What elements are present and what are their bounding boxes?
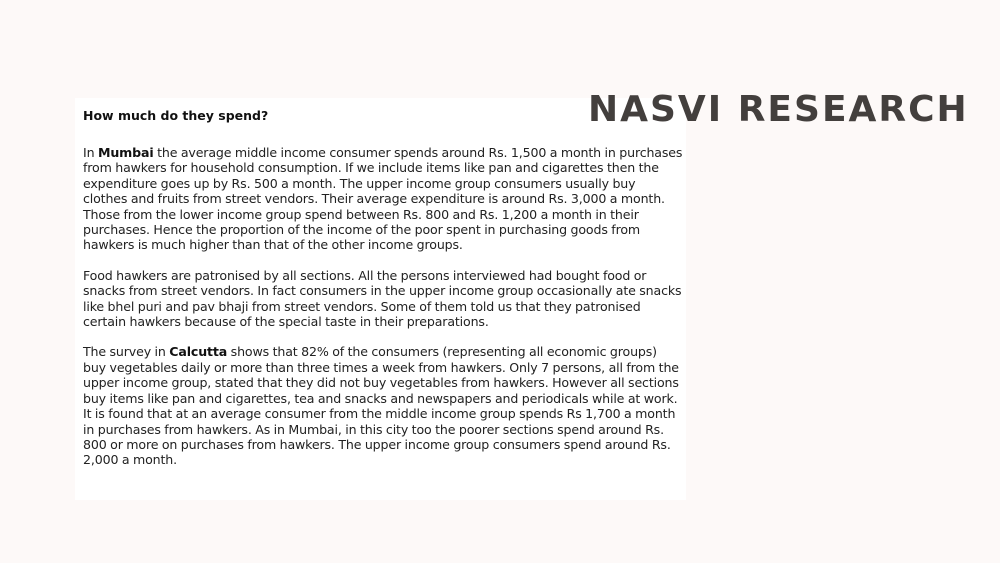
paragraph-text: shows that 82% of the consumers (representing all economic groups) buy vegetables daily or more than three times a week from hawkers. Only 7 persons, all from the upper income group, stated that they did not buy vegetables from hawkers. However all sections buy items like pan and cigarettes, tea and snacks and newspapers and periodicals while at work. It is found that at an average consumer from the middle income group spends Rs 1,700 a month in purchases from hawkers. As in Mumbai, in this city too the poorer sections spend around Rs. 800 or more on purchases from hawkers. The upper income group consumers spend around Rs. 2,000 a month. — [83, 344, 679, 468]
brand-title: NASVI RESEARCH — [588, 89, 969, 130]
document-excerpt — [75, 98, 686, 500]
paragraph-text: the average middle income consumer spends around Rs. 1,500 a month in purchases from hawkers for household consumption. If we include items like pan and cigarettes then the expenditure goes up by Rs. 500 a month. The upper income group consumers usually buy clothes and fruits from street vendors. Their average expenditure is around Rs. 3,000 a month. Those from the lower income group spend between Rs. 800 and Rs. 1,200 a month in their purchases. Hence the proportion of the income of the poor spent in purchasing goods from hawkers is much higher than that of the other income groups. — [83, 145, 683, 253]
paragraph-mumbai — [83, 145, 683, 253]
city-name-calcutta: Calcutta — [169, 344, 228, 360]
section-heading: How much do they spend? — [83, 108, 269, 123]
paragraph-calcutta — [83, 344, 683, 467]
city-name-mumbai: Mumbai — [97, 145, 154, 160]
paragraph-text: The survey in — [83, 344, 170, 360]
paragraph-food-hawkers: Food hawkers are patronised by all sections. All the persons interviewed had bought food or snacks from street vendors. In fact consumers in the upper income group occasionally ate snacks like bhel puri and pav bhaji from street vendors. Some of them told us that they patronised certain hawkers because of the special taste in their preparations. — [83, 267, 682, 330]
paragraph-text: In — [83, 145, 98, 160]
